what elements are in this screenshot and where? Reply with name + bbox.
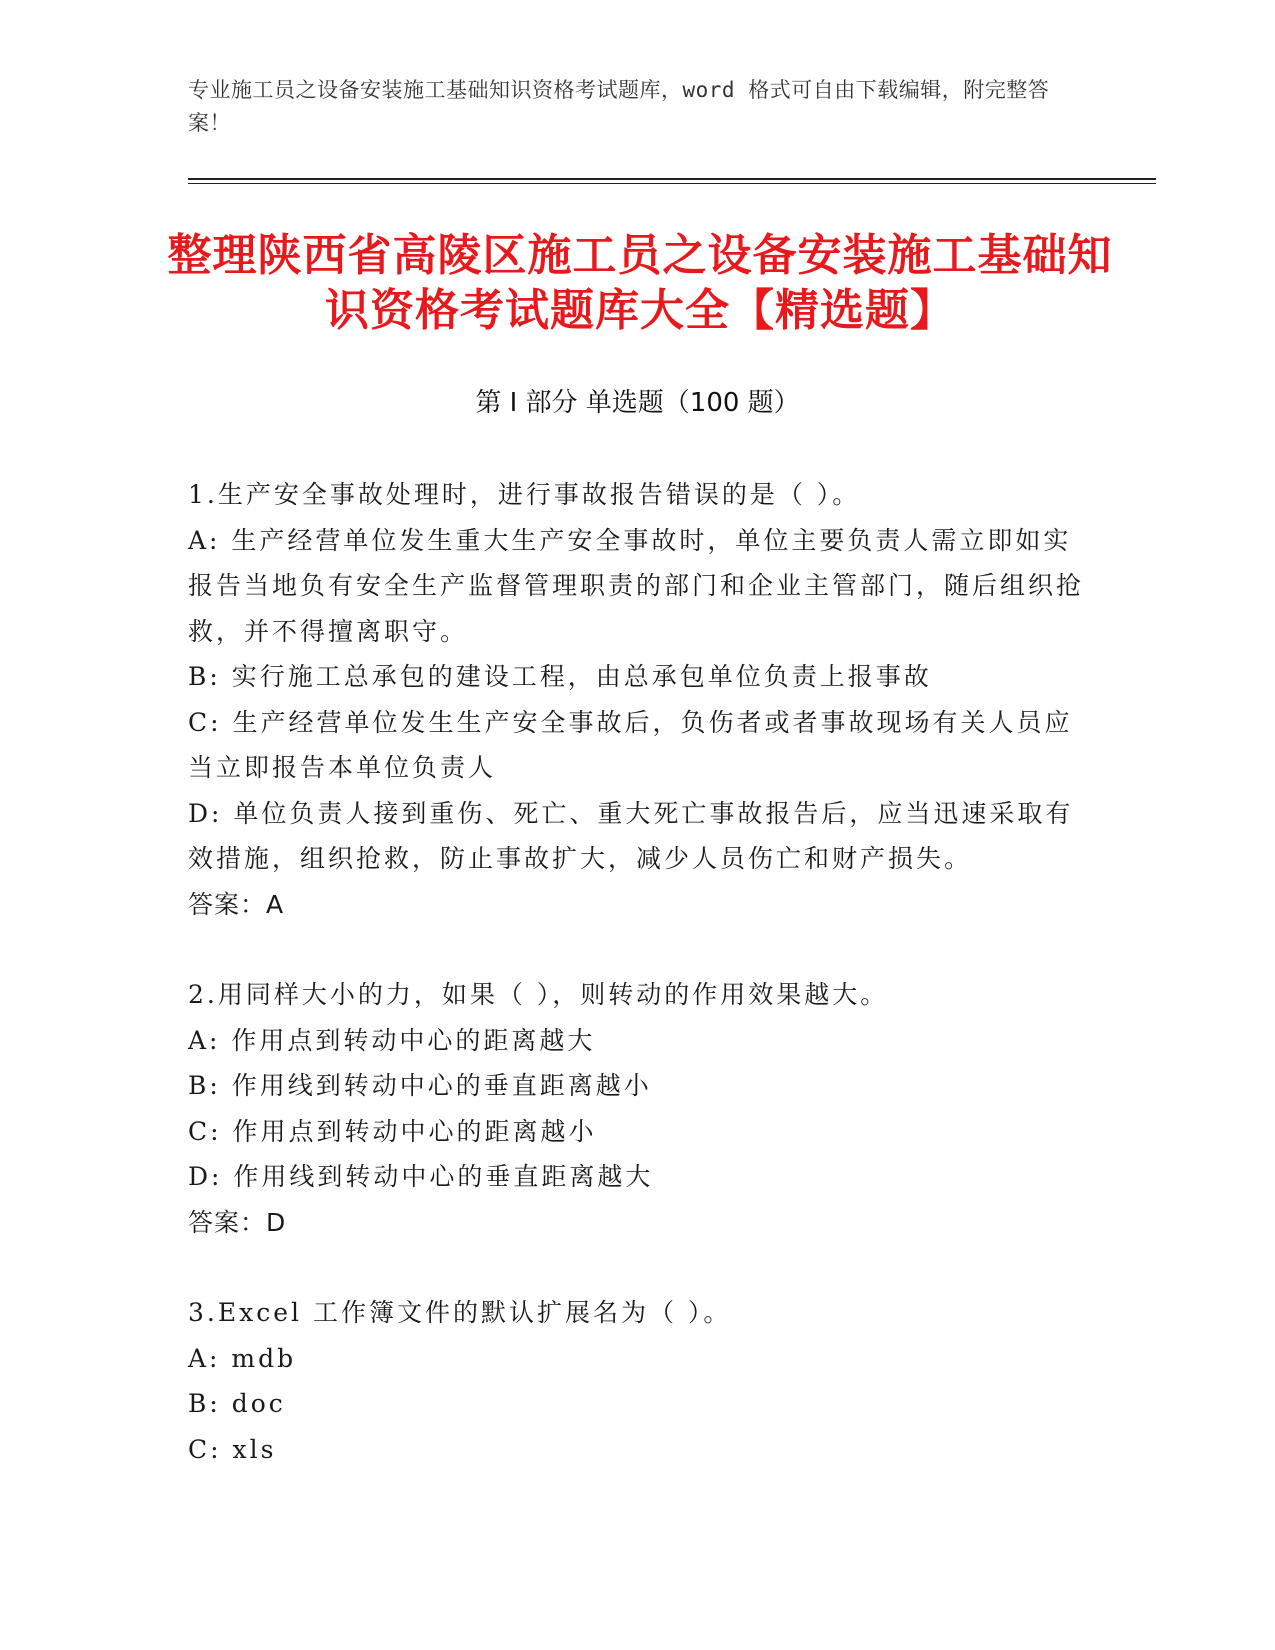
question-2 bbox=[188, 972, 1088, 1245]
option-c: C: 生产经营单位发生生产安全事故后，负伤者或者事故现场有关人员应当立即报告本单位负责人 bbox=[188, 707, 1073, 782]
header-divider-thin bbox=[188, 183, 1156, 184]
option-c: C: xls bbox=[188, 1434, 277, 1464]
option-d: D: 单位负责人接到重伤、死亡、重大死亡事故报告后，应当迅速采取有效措施，组织抢救，防止事故扩大，减少人员伤亡和财产损失。 bbox=[188, 798, 1074, 873]
question-1 bbox=[188, 472, 1088, 927]
option-b: B: 作用线到转动中心的垂直距离越小 bbox=[188, 1071, 652, 1100]
question-stem: 1.生产安全事故处理时，进行事故报告错误的是（ ）。 bbox=[188, 480, 861, 509]
answer-line: 答案：A bbox=[188, 889, 285, 919]
option-a: A: 作用点到转动中心的距离越大 bbox=[188, 1025, 596, 1055]
section-heading: 第 I 部分 单选题（100 题） bbox=[475, 388, 800, 418]
option-c: C: 作用点到转动中心的距离越小 bbox=[188, 1116, 597, 1146]
header-note: 专业施工员之设备安装施工基础知识资格考试题库，word 格式可自由下载编辑，附完整答案！ bbox=[188, 78, 1050, 135]
option-d: D: 作用线到转动中心的垂直距离越大 bbox=[188, 1162, 654, 1191]
document-title: 整理陕西省高陵区施工员之设备安装施工基础知识资格考试题库大全【精选题】 bbox=[167, 230, 1113, 336]
option-b: B: doc bbox=[188, 1389, 286, 1418]
header-divider bbox=[188, 178, 1156, 180]
option-a: A: 生产经营单位发生重大生产安全事故时，单位主要负责人需立即如实报告当地负有安全生产监督管理职责的部门和企业主管部门，随后组织抢救，并不得擅离职守。 bbox=[188, 525, 1085, 646]
question-stem: 3.Excel 工作簿文件的默认扩展名为（ ）。 bbox=[188, 1298, 732, 1327]
question-stem: 2.用同样大小的力，如果（ ），则转动的作用效果越大。 bbox=[188, 980, 889, 1009]
option-a: A: mdb bbox=[188, 1343, 297, 1373]
question-list bbox=[188, 472, 1088, 1517]
option-b: B: 实行施工总承包的建设工程，由总承包单位负责上报事故 bbox=[188, 662, 932, 691]
question-3 bbox=[188, 1290, 1088, 1472]
answer-line: 答案：D bbox=[188, 1207, 287, 1237]
